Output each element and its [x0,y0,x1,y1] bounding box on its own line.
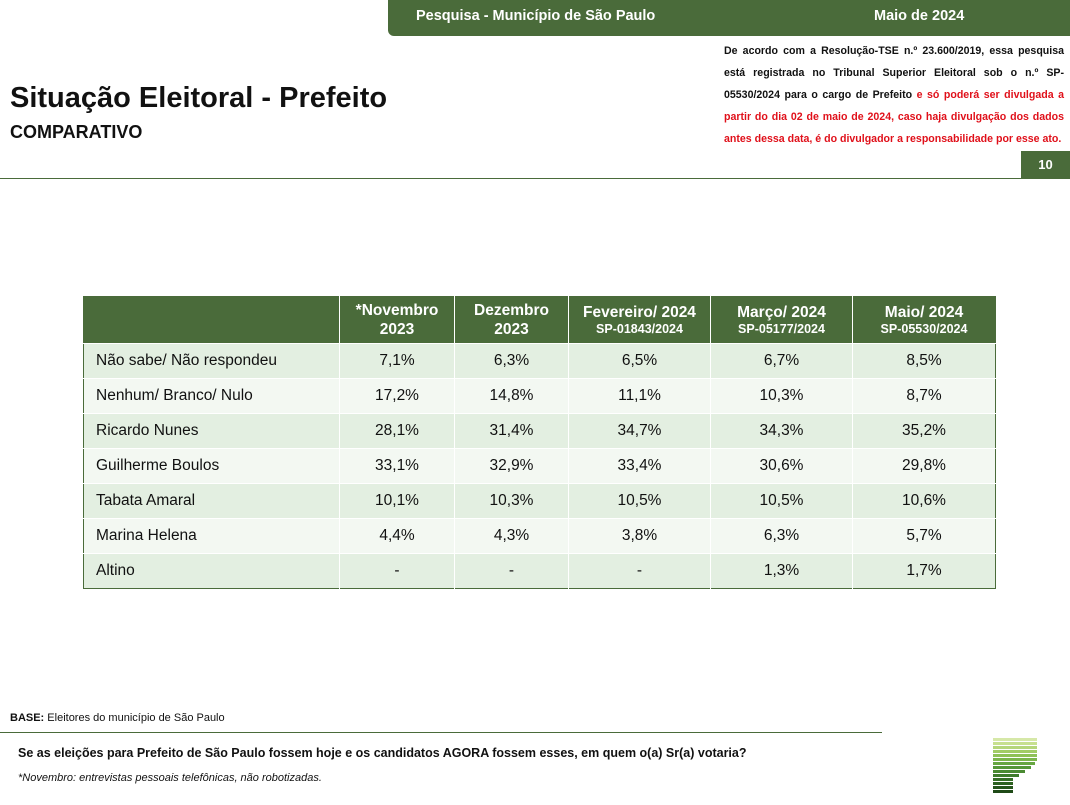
table-cell: 10,3% [455,484,569,519]
row-label: Marina Helena [84,519,340,554]
legal-notice [724,40,1064,150]
table-header-row [84,297,996,344]
page-subtitle: COMPARATIVO [10,122,143,142]
survey-question: Se as eleições para Prefeito de São Paulo fossem hoje e os candidatos AGORA fossem esses, em quem o(a) Sr(a) votaria? [18,746,747,760]
table-cell: 31,4% [455,414,569,449]
table-cell: 5,7% [853,519,996,554]
top-header-bar [388,0,1070,36]
table-cell: 10,3% [711,379,853,414]
table-cell: 8,5% [853,344,996,379]
footer-divider [0,732,882,733]
base-label: BASE: [10,712,45,724]
table-row [84,519,996,554]
column-header: Fevereiro/ 2024 SP-01843/2024 [569,297,711,344]
table-cell: 33,4% [569,449,711,484]
table-cell: 28,1% [340,414,455,449]
legal-notice-warning: e só poderá ser divulgada a partir do dia 02 de maio de 2024, caso haja divulgação dos dados antes dessa data, é do divulgador a responsabilidade por esse ato. [724,89,1065,145]
table-cell: 6,7% [711,344,853,379]
table-cell: 10,6% [853,484,996,519]
table-cell: 6,3% [455,344,569,379]
table-cell: 30,6% [711,449,853,484]
table-cell: 7,1% [340,344,455,379]
comparison-table [83,296,996,589]
legal-notice-text: De acordo com a Resolução-TSE n.º 23.600/2019, essa pesquisa está registrada no Tribunal Superior Eleitoral sob o n.º SP-05530/2024 para o cargo de Prefeito [724,45,1064,101]
table-cell: - [455,554,569,589]
column-header: Maio/ 2024 SP-05530/2024 [853,297,996,344]
row-label: Tabata Amaral [84,484,340,519]
row-label: Não sabe/ Não respondeu [84,344,340,379]
table-cell: 11,1% [569,379,711,414]
survey-date: Maio de 2024 [874,8,965,24]
table-cell: 3,8% [569,519,711,554]
page-title: Situação Eleitoral - Prefeito [10,82,388,114]
table-row [84,379,996,414]
table-cell: 6,5% [569,344,711,379]
table-cell: - [569,554,711,589]
survey-title: Pesquisa - Município de São Paulo [416,8,656,24]
row-label: Altino [84,554,340,589]
table-cell: 14,8% [455,379,569,414]
column-header: *Novembro 2023 [340,297,455,344]
table-row [84,484,996,519]
table-cell: 33,1% [340,449,455,484]
table-cell: 4,3% [455,519,569,554]
page-number: 10 [1021,151,1070,179]
table-cell: 10,1% [340,484,455,519]
table-cell: 8,7% [853,379,996,414]
table-cell: 6,3% [711,519,853,554]
table-cell: 1,7% [853,554,996,589]
table-cell: 32,9% [455,449,569,484]
table-row [84,449,996,484]
table-cell: 29,8% [853,449,996,484]
table-cell: - [340,554,455,589]
header-blank-cell [84,297,340,344]
table-cell: 10,5% [711,484,853,519]
footnote: *Novembro: entrevistas pessoais telefônicas, não robotizadas. [18,772,322,784]
header-divider [0,178,1070,179]
base-note [10,712,225,724]
table-cell: 17,2% [340,379,455,414]
table-row [84,554,996,589]
table-cell: 1,3% [711,554,853,589]
column-header: Março/ 2024 SP-05177/2024 [711,297,853,344]
row-label: Guilherme Boulos [84,449,340,484]
stacked-green-bars-logo-icon [993,738,1041,794]
table-cell: 35,2% [853,414,996,449]
table-cell: 4,4% [340,519,455,554]
row-label: Ricardo Nunes [84,414,340,449]
table-cell: 34,3% [711,414,853,449]
table-row [84,414,996,449]
row-label: Nenhum/ Branco/ Nulo [84,379,340,414]
base-text: Eleitores do município de São Paulo [44,712,225,724]
table-cell: 34,7% [569,414,711,449]
column-header: Dezembro 2023 [455,297,569,344]
table-row [84,344,996,379]
table-cell: 10,5% [569,484,711,519]
